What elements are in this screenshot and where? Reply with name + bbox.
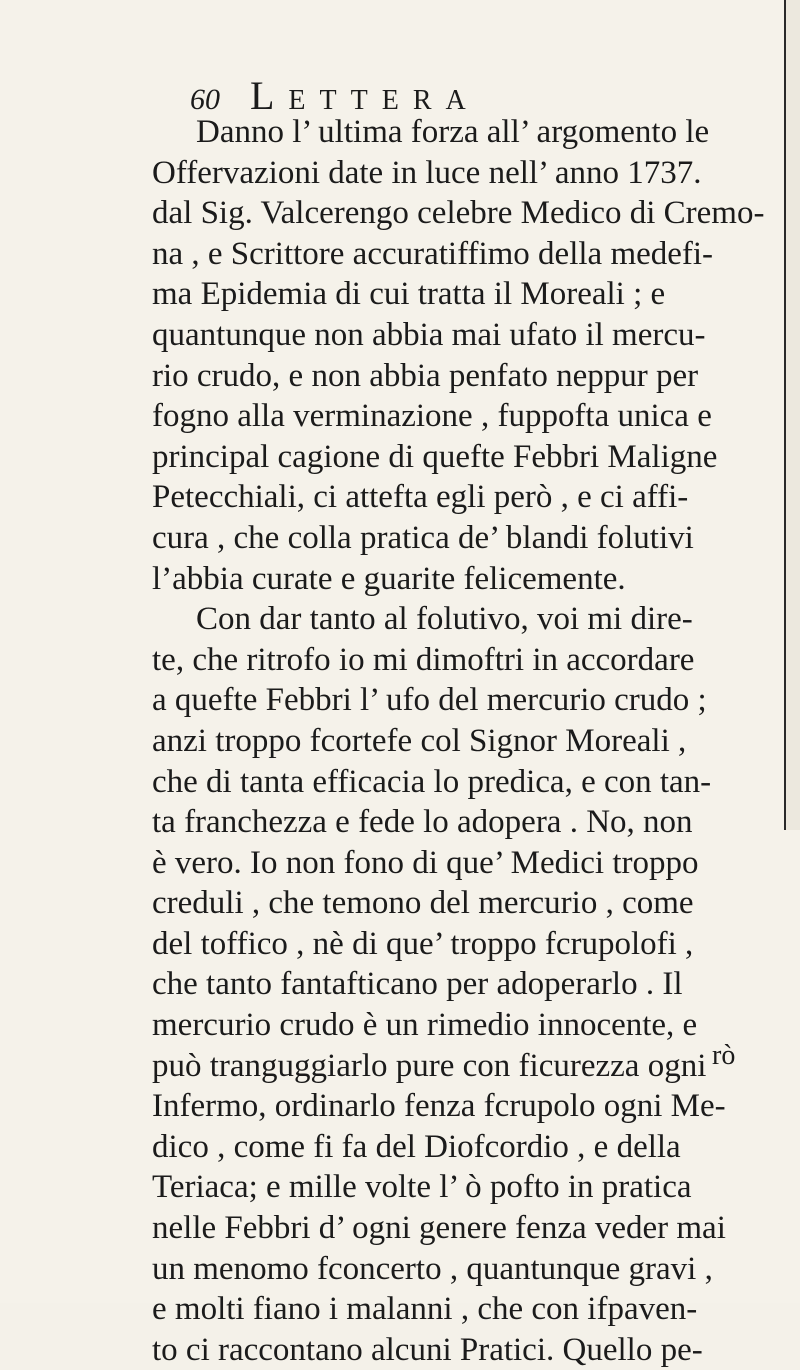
text-line: to ci raccontano alcuni Pratici. Quello pe- [152,1331,703,1368]
text-line: fogno alla verminazione , fuppofta unica e [152,398,712,435]
page-number: 60 [190,83,220,116]
text-line: Teriaca; e mille volte l’ ò pofto in pratica [152,1169,692,1206]
text-line: cura , che colla pratica de’ blandi folutivi [152,519,694,556]
text-line: ma Epidemia di cui tratta il Moreali ; e [152,276,666,313]
text-line: quantunque non abbia mai ufato il mercu- [152,316,706,353]
text-line: ta franchezza e fede lo adopera . No, non [152,804,693,841]
text-line: mercurio crudo è un rimedio innocente, e [152,1007,698,1044]
text-line: che tanto fantafticano per adoperarlo . Il [152,966,683,1003]
text-line: creduli , che temono del mercurio , come [152,885,694,922]
text-line: Con dar tanto al folutivo, voi mi dire- [196,601,693,638]
text-line: nelle Febbri d’ ogni genere fenza veder mai [152,1210,726,1247]
text-line: principal cagione di quefte Febbri Maligne [152,438,718,475]
text-line: Offervazioni date in luce nell’ anno 1737. [152,154,702,191]
text-line: del toffico , nè di que’ troppo fcrupolofi , [152,925,694,962]
text-line: na , e Scrittore accuratiffimo della medefi- [152,235,714,272]
text-line: Petecchiali, ci attefta egli però , e ci affi- [152,479,689,516]
body-text [152,112,782,1370]
text-line: dico , come fi fa del Diofcordio , e della [152,1128,681,1165]
running-title: Lettera [250,73,480,118]
text-line: è vero. Io non fono di que’ Medici troppo [152,844,699,881]
text-line: a quefte Febbri l’ ufo del mercurio crudo ; [152,682,707,719]
text-line: può tranguggiarlo pure con ficurezza ogni [152,1047,707,1084]
adjacent-page-edge [784,0,800,830]
text-line: Infermo, ordinarlo fenza fcrupolo ogni Me- [152,1088,726,1125]
text-line: te, che ritrofo io mi dimoftri in accordare [152,641,695,678]
text-line: che di tanta efficacia lo predica, e con tan- [152,763,712,800]
text-line: dal Sig. Valcerengo celebre Medico di Cremo- [152,195,765,232]
text-line: anzi troppo fcortefe col Signor Moreali , [152,722,687,759]
text-line: Danno l’ ultima forza all’ argomento le [196,114,710,150]
text-line: l’abbia curate e guarite felicemente. [152,560,626,597]
page-header [190,72,710,118]
text-line: e molti fiano i malanni , che con ifpaven- [152,1291,698,1328]
catchword: rò [712,1040,736,1071]
text-line: rio crudo, e non abbia penfato neppur per [152,357,699,394]
text-line: un menomo fconcerto , quantunque gravi , [152,1250,713,1287]
